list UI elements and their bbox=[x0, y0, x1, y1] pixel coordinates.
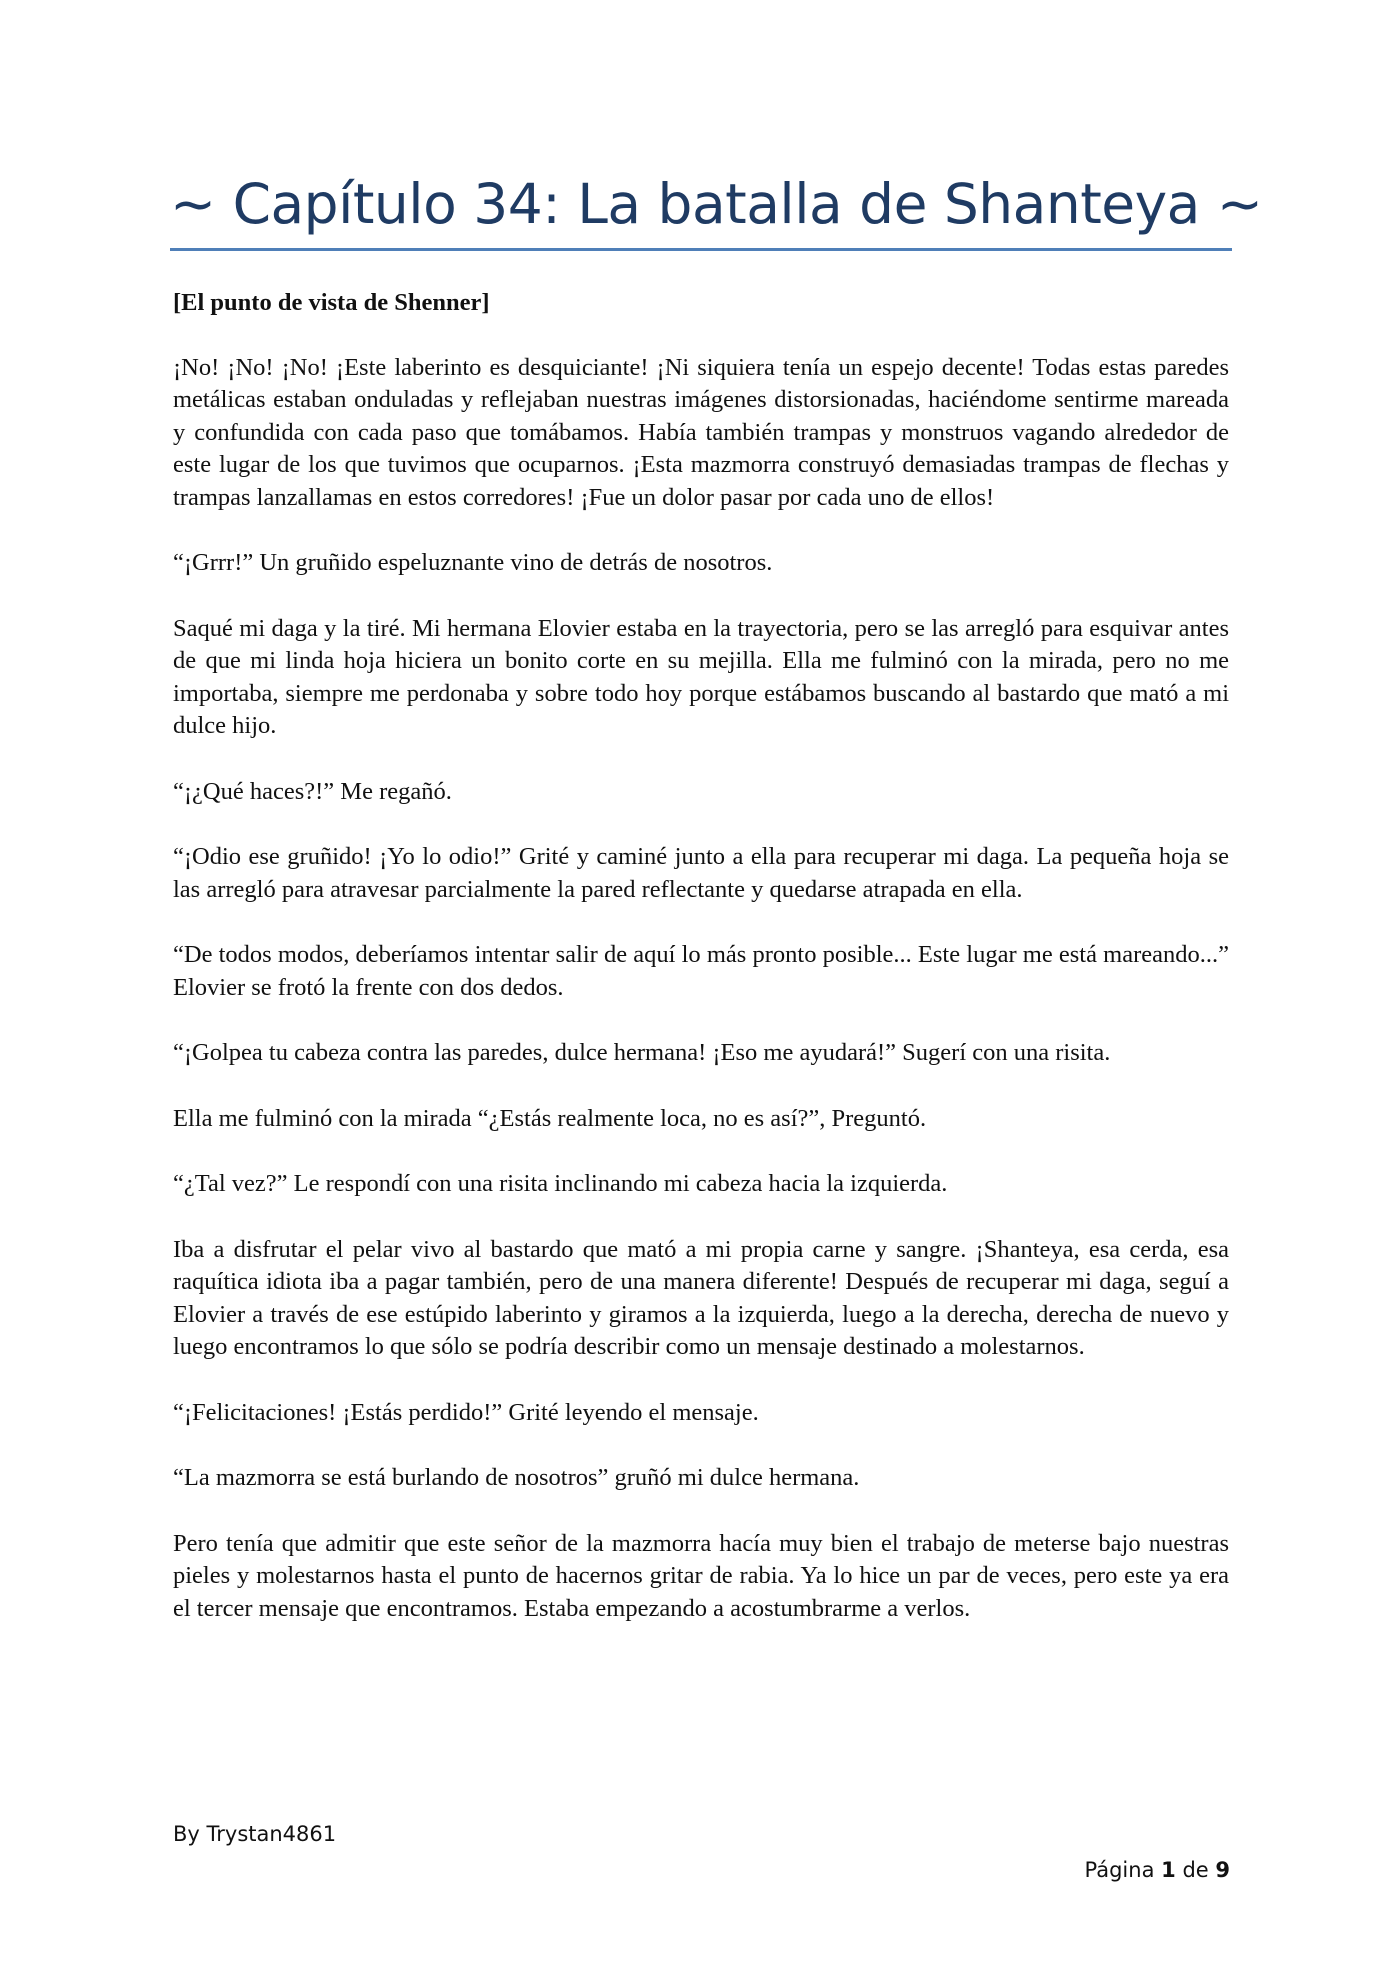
document-body bbox=[173, 287, 1229, 1658]
viewpoint-heading: [El punto de vista de Shenner] bbox=[173, 289, 490, 316]
paragraph: “¡Grrr!” Un gruñido espeluznante vino de detrás de nosotros. bbox=[173, 549, 773, 576]
paragraph: ¡No! ¡No! ¡No! ¡Este laberinto es desquiciante! ¡Ni siquiera tenía un espejo decente! Todas estas paredes metálicas estaban onduladas y reflejaban nuestras imágenes distorsionadas, haciéndome sentirme mareada y confundida con cada paso que tomábamos. Había también trampas y monstruos vagando alrededor de este lugar de los que tuvimos que ocuparnos. ¡Esta mazmorra construyó demasiadas trampas de flechas y trampas lanzallamas en estos corredores! ¡Fue un dolor pasar por cada uno de ellos! bbox=[173, 353, 1229, 511]
page-number bbox=[1085, 1858, 1231, 1882]
paragraph: “De todos modos, deberíamos intentar salir de aquí lo más pronto posible... Este lugar me está mareando...” Elovier se frotó la frente con dos dedos. bbox=[173, 941, 1229, 1001]
paragraph: Ella me fulminó con la mirada “¿Estás realmente loca, no es así?”, Preguntó. bbox=[173, 1104, 927, 1132]
page-total: 9 bbox=[1215, 1858, 1230, 1882]
paragraph: Pero tenía que admitir que este señor de la mazmorra hacía muy bien el trabajo de meterse bajo nuestras pieles y molestarnos hasta el punto de hacernos gritar de rabia. Ya lo hice un par de veces, pero este ya era el tercer mensaje que encontramos. Estaba empezando a acostumbrarme a verlos. bbox=[173, 1529, 1229, 1622]
paragraph: “¡Odio ese gruñido! ¡Yo lo odio!” Grité y caminé junto a ella para recuperar mi daga. La pequeña hoja se las arregló para atravesar parcialmente la pared reflectante y quedarse atrapada en ella. bbox=[173, 843, 1229, 903]
page-label: Página bbox=[1084, 1858, 1155, 1882]
title-underline bbox=[170, 248, 1232, 251]
chapter-title: ~ Capítulo 34: La batalla de Shanteya ~ bbox=[170, 172, 1263, 236]
paragraph: “La mazmorra se está burlando de nosotros” gruñó mi dulce hermana. bbox=[173, 1464, 860, 1491]
page-of: de bbox=[1182, 1858, 1209, 1882]
paragraph: “¿Tal vez?” Le respondí con una risita inclinando mi cabeza hacia la izquierda. bbox=[173, 1170, 948, 1197]
paragraph: “¡Golpea tu cabeza contra las paredes, dulce hermana! ¡Eso me ayudará!” Sugerí con una risita. bbox=[173, 1039, 1111, 1066]
paragraph: Saqué mi daga y la tiré. Mi hermana Elovier estaba en la trayectoria, pero se las arregló para esquivar antes de que mi linda hoja hiciera un bonito corte en su mejilla. Ella me fulminó con la mirada, pero no me importaba, siempre me perdonaba y sobre todo hoy porque estábamos buscando al bastardo que mató a mi dulce hijo. bbox=[173, 614, 1229, 739]
page-current: 1 bbox=[1161, 1858, 1176, 1882]
paragraph: Iba a disfrutar el pelar vivo al bastardo que mató a mi propia carne y sangre. ¡Shanteya, esa cerda, esa raquítica idiota iba a pagar también, pero de una manera diferente! Después de recuperar mi daga, seguí a Elovier a través de ese estúpido laberinto y giramos a la izquierda, luego a la derecha, derecha de nuevo y luego encontramos lo que sólo se podría describir como un mensaje destinado a molestarnos. bbox=[173, 1235, 1229, 1360]
author-byline: By Trystan4861 bbox=[173, 1822, 337, 1846]
paragraph: “¡¿Qué haces?!” Me regañó. bbox=[173, 777, 452, 805]
paragraph: “¡Felicitaciones! ¡Estás perdido!” Grité leyendo el mensaje. bbox=[173, 1398, 759, 1426]
